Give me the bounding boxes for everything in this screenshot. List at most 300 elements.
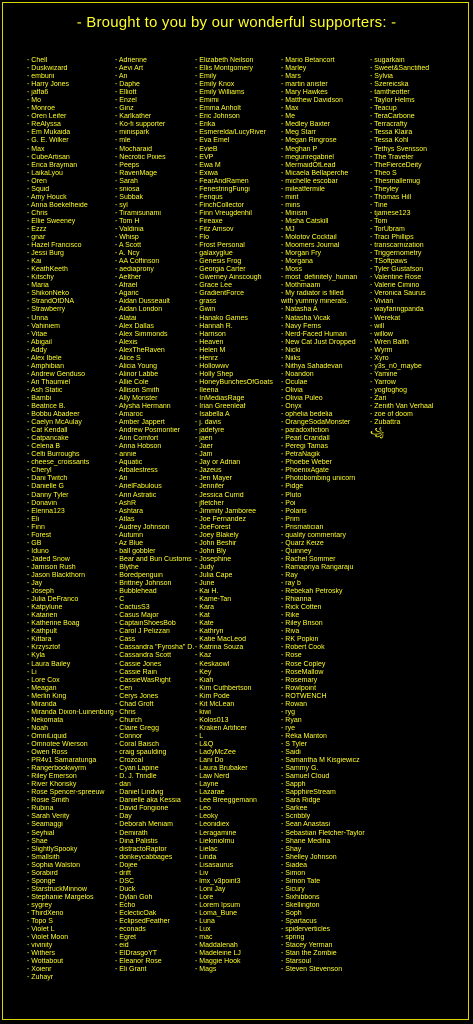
- supporter-name: - mac: [195, 934, 213, 942]
- supporter-name: - Pluto: [281, 491, 302, 499]
- supporter-name: - Necrotic Pixies: [115, 153, 166, 161]
- supporter-name: - EvieB: [195, 145, 218, 153]
- supporter-name: - Cyan Lapine: [115, 765, 159, 773]
- supporter-name: - Donavin: [27, 499, 57, 507]
- supporter-name: - Maria: [27, 282, 49, 290]
- supporter-name: - Echo: [115, 901, 136, 909]
- supporter-name: - Squid: [27, 185, 50, 193]
- supporter-name: - Jamison Rush: [27, 563, 76, 571]
- supporter-name: - StarstruckMinnow: [27, 885, 87, 893]
- supporter-name: - Rick Cotten: [281, 604, 322, 612]
- supporter-name: - OrangeSodaMonster: [281, 419, 351, 427]
- supporter-name: - Stacey Yerman: [281, 942, 333, 950]
- supporter-name: - Joey Blakely: [195, 531, 239, 539]
- supporter-name: - Leo: [195, 805, 211, 813]
- supporter-name: - sugarkain: [370, 57, 405, 64]
- supporter-name: - Matthew Davidson: [281, 97, 343, 105]
- supporter-name: - Cassandra Scott: [115, 652, 172, 660]
- supporter-name: - lmx_v3point3: [195, 877, 241, 885]
- supporter-name: - Onyx: [281, 403, 302, 411]
- supporter-name: - Megan Ringrose: [281, 137, 337, 145]
- supporter-name: - Katrina Souza: [195, 644, 244, 652]
- supporter-name: - CaptainShoesBob: [115, 620, 176, 628]
- supporter-name: - Law Nerd: [195, 773, 230, 781]
- supporter-name: - tamtheotter: [370, 89, 410, 97]
- supporter-name: - Adrienne: [115, 57, 147, 64]
- supporter-name: - Oculae: [281, 378, 308, 386]
- supporter-name: - Emimi: [195, 97, 219, 105]
- supporter-name: - Dojee: [115, 861, 138, 869]
- supporter-name: - Kathryn: [195, 628, 224, 636]
- supporter-name: - syl: [115, 201, 128, 209]
- supporter-name: - Danielle aka Kessia: [115, 797, 181, 805]
- supporter-name: - Key: [195, 668, 212, 676]
- supporter-name: - OmniLiquid: [27, 732, 67, 740]
- supporter-name: - Wyrm: [370, 346, 393, 354]
- supporter-name: - Afrael: [115, 282, 138, 290]
- supporter-name: - minispark: [115, 129, 150, 137]
- supporter-name: - Sarkee: [281, 805, 308, 813]
- supporter-name: - Shae: [27, 837, 48, 845]
- supporter-name: - Genesis Frog: [195, 258, 242, 266]
- supporter-name: - Jay or Adrian: [195, 459, 241, 467]
- supporter-name: - Topo S: [27, 918, 53, 926]
- supporter-name: - Violet L: [27, 926, 55, 934]
- supporter-name: - Nicki: [281, 346, 301, 354]
- supporter-name: - Celti Burroughs: [27, 451, 80, 459]
- supporter-name: - Sammy G.: [281, 765, 319, 773]
- supporter-name: - Julia DeFranco: [27, 596, 79, 604]
- supporter-name: - Yamine: [370, 370, 398, 378]
- supporter-name: - transcarnization: [370, 242, 424, 250]
- supporter-name: - L: [195, 732, 204, 740]
- supporter-name: - sniosa: [115, 185, 140, 193]
- supporter-name: - Zubattra: [370, 419, 401, 427]
- supporter-name: - Fitz Amsov: [195, 225, 234, 233]
- supporter-name: with yummy minerals.: [281, 298, 349, 306]
- supporter-name: - Ashtara: [115, 507, 144, 515]
- supporter-name: - Aevi Art: [115, 65, 144, 73]
- supporter-name: - Casus Major: [115, 612, 159, 620]
- supporter-name: - Alicia Young: [115, 362, 158, 370]
- supporter-name: - Shelley Johnson: [281, 853, 337, 861]
- supporter-name: - Photobombing unicorn: [281, 475, 356, 483]
- supporter-name: - Stan the Zombie: [281, 950, 337, 958]
- supporter-name: - Catpancake: [27, 435, 69, 443]
- supporter-name: - Quarz Keize: [281, 539, 324, 547]
- supporter-name: - zoe of doom: [370, 411, 413, 419]
- supporter-name: - Allie Cole: [115, 378, 149, 386]
- supporter-name: - Pidge: [281, 483, 304, 491]
- supporter-name: - Kim Cuthbertson: [195, 684, 252, 692]
- supporter-name: - EclecticOak: [115, 909, 157, 917]
- supporter-name: - Oren Leifer: [27, 113, 67, 121]
- supporter-name: - Navy Ferns: [281, 322, 322, 330]
- supporter-name: - ROTWENCH: [281, 692, 327, 700]
- supporter-name: - Noandon: [281, 370, 314, 378]
- supporter-name: - Rose Spencer-spreeuw: [27, 789, 105, 797]
- supporter-name: - Alexis: [115, 338, 138, 346]
- supporter-name: - Addy: [27, 346, 47, 354]
- supporter-name: - Ellie Sweeney: [27, 217, 76, 225]
- supporter-name: - ryg: [281, 708, 295, 716]
- supporter-name: - Jimmity Jamboree: [195, 507, 257, 515]
- supporter-name: - Oren: [27, 177, 47, 185]
- supporter-name: - A Scott: [115, 242, 142, 250]
- supporter-name: - Vivian: [370, 298, 394, 306]
- supporter-name: - Ezzz: [27, 225, 47, 233]
- supporter-name: - Ryan: [281, 716, 302, 724]
- supporter-name: - Aidan Dusseault: [115, 298, 170, 306]
- supporter-name: - Flo: [195, 234, 209, 242]
- supporter-name: - Thomas Hill: [370, 193, 412, 201]
- supporter-name: - KeathKeeth: [27, 266, 68, 274]
- supporters-column-5-list: [370, 57, 471, 427]
- supporter-name: - Starsoul: [281, 958, 311, 966]
- supporter-name: - Olivia: [281, 386, 303, 394]
- supporter-name: - Aelther: [115, 274, 142, 282]
- supporter-name: - Chell: [27, 57, 48, 64]
- supporter-name: - Minism: [281, 209, 308, 217]
- supporter-name: - Morgana: [281, 258, 313, 266]
- supporter-name: - Li: [27, 668, 37, 676]
- supporter-name: - Aquatic: [115, 459, 143, 467]
- supporter-name: - Ellis Montgomery: [195, 65, 253, 73]
- supporter-name: - Smallsith: [27, 853, 60, 861]
- supporter-name: - Krzysztof: [27, 644, 61, 652]
- supporter-name: - Peregi Tamas: [281, 443, 328, 451]
- supporter-name: - Tiramisunami: [115, 209, 161, 217]
- supporter-name: - Ko-fi supporter: [115, 121, 166, 129]
- supporter-name: - Bambi: [27, 394, 52, 402]
- supporter-name: - Mars: [281, 73, 301, 81]
- supporter-name: - Gwerney Ainscough: [195, 274, 262, 282]
- supporter-name: - Sarah: [115, 177, 138, 185]
- supporter-name: - Alatai: [115, 314, 137, 322]
- supporter-name: - Rosie Smith: [27, 797, 70, 805]
- supporter-name: - Dylan Goh: [115, 893, 153, 901]
- supporter-name: - Misha Catskill: [281, 217, 329, 225]
- supporter-name: - Medley Baxter: [281, 121, 331, 129]
- supporter-name: - DSC: [115, 877, 135, 885]
- supporter-name: - Katherine Boag: [27, 620, 80, 628]
- supporter-name: - My radiator is filled: [281, 290, 344, 298]
- supporter-name: - michelle escobar: [281, 177, 338, 185]
- supporter-name: - mint: [281, 193, 299, 201]
- supporter-name: - Madeleine LJ: [195, 950, 241, 958]
- supporter-name: - Tethys Svensson: [370, 145, 428, 153]
- supporter-name: - Sean Anastasi: [281, 821, 331, 829]
- supporter-name: - Liekiniolmu: [195, 837, 235, 845]
- supporters-column-2: [115, 57, 196, 1019]
- supporter-name: - Linda: [195, 853, 217, 861]
- supporter-name: - Helen M: [195, 346, 226, 354]
- supporter-name: - Monroe: [27, 105, 56, 113]
- supporter-name: - Iduno: [27, 547, 49, 555]
- supporter-name: - Karlkather: [115, 113, 152, 121]
- supporter-name: - Emily: [195, 73, 217, 81]
- supporter-name: - Az Blue: [115, 539, 144, 547]
- supporter-name: - ThirdXeno: [27, 909, 64, 917]
- supporter-name: - Kai: [27, 258, 42, 266]
- supporters-column-1: [27, 57, 116, 1019]
- supporter-name: - Elenna123: [27, 507, 65, 515]
- supporter-name: - Jennifer: [195, 483, 225, 491]
- supporter-name: - Joseph: [27, 588, 54, 596]
- supporter-name: - Sixhibbons: [281, 893, 320, 901]
- supporter-name: - Leoky: [195, 813, 218, 821]
- supporter-name: - Frost Personal: [195, 242, 245, 250]
- supporter-name: - Kittara: [27, 636, 52, 644]
- supporter-name: - Lazarae: [195, 789, 225, 797]
- supporter-name: - Jason Blackthorn: [27, 572, 85, 579]
- supporter-name: - Kaz: [195, 652, 212, 660]
- supporter-name: - Whisp: [115, 234, 139, 242]
- supporter-name: - Cassie Rain: [115, 668, 158, 676]
- supporter-name: - Skellington: [281, 901, 320, 909]
- supporter-name: - ReAlyssa: [27, 121, 61, 129]
- supporter-name: - Heaven: [195, 338, 224, 346]
- supporter-name: - Rose Copley: [281, 660, 326, 668]
- supporter-name: - Daniel Lindvig: [115, 789, 164, 797]
- supporter-name: - rye: [281, 724, 295, 732]
- supporter-name: - Boredpenguin: [115, 572, 163, 579]
- supporter-name: - ball gobbler: [115, 547, 156, 555]
- supporter-name: - Miranda: [27, 700, 57, 708]
- supporter-name: - mins: [281, 201, 301, 209]
- supporter-name: - Loni Jay: [195, 885, 226, 893]
- supporter-name: - Kara: [195, 604, 215, 612]
- supporter-name: - meguriregabriel: [281, 153, 334, 161]
- supporter-name: - Owen Ross: [27, 749, 68, 757]
- supporter-name: - Jaded Snow: [27, 555, 70, 563]
- supporter-name: - ray b: [281, 580, 301, 588]
- supporter-name: - Tine: [370, 201, 388, 209]
- supporter-name: - Wren Balth: [370, 338, 409, 346]
- supporter-name: - TeraCarbone: [370, 113, 415, 121]
- supporter-name: - distractoRaptor: [115, 845, 167, 853]
- supporter-name: - Szereicska: [370, 81, 409, 89]
- supporter-name: - Seamaggi: [27, 821, 63, 829]
- supporter-name: - wayfaringpanda: [370, 306, 424, 314]
- supporter-name: - Niiks: [281, 354, 301, 362]
- supporter-name: - Zari: [370, 394, 387, 402]
- supporter-name: - Abigail: [27, 338, 52, 346]
- supporter-name: - River Khorisky: [27, 781, 77, 789]
- supporter-name: - Fenqus: [195, 193, 223, 201]
- supporter-name: - Spartacus: [281, 918, 317, 926]
- supporter-name: - Wottabout: [27, 958, 64, 966]
- supporter-name: - gnar: [27, 234, 46, 242]
- supporter-name: - AA Coffinson: [115, 258, 160, 266]
- supporter-name: - D. J. Trindle: [115, 773, 157, 781]
- supporter-name: - TheFierceDeity: [370, 161, 422, 169]
- supporter-name: - Bear and Bun Customs: [115, 555, 192, 563]
- supporter-name: - Day: [115, 813, 132, 821]
- supporter-name: - Danny Tyler: [27, 491, 69, 499]
- supporter-name: - Nerd-Faced Human: [281, 330, 347, 338]
- supporter-name: - Vitae: [27, 330, 48, 338]
- supporter-name: - donkeycabbages: [115, 853, 173, 861]
- supporter-name: - Joe Fernandez: [195, 515, 246, 523]
- supporter-name: - Laura Brubaker: [195, 765, 248, 773]
- supporters-column-3: [195, 57, 279, 1019]
- supporter-name: - annie: [115, 451, 137, 459]
- supporter-name: - Molotov Cocktail: [281, 234, 337, 242]
- supporter-name: - Cassie Jones: [115, 660, 162, 668]
- supporter-name: - CassieWasRight: [115, 676, 171, 684]
- supporter-name: - Max: [281, 105, 299, 113]
- supporter-name: - Sponge: [27, 877, 56, 885]
- supporter-name: - Me: [281, 113, 295, 121]
- supporter-name: - AlexTheRaven: [115, 346, 165, 354]
- supporter-name: - ShikonNeko: [27, 290, 70, 298]
- supporter-name: - Ari Thaumiel: [27, 378, 71, 386]
- supporter-name: - Soph: [281, 909, 302, 917]
- supporter-name: - Simon Tate: [281, 877, 321, 885]
- supporter-name: - Alysha Hermann: [115, 403, 171, 411]
- supporter-name: - Cheryl: [27, 467, 52, 475]
- supporter-name: - Kate: [195, 620, 214, 628]
- supporter-name: - Ileena: [195, 386, 219, 394]
- supporter-name: - Polaris: [281, 507, 307, 515]
- supporter-name: - Tessa Klaira: [370, 129, 413, 137]
- supporter-name: - June: [195, 580, 215, 588]
- supporter-name: - Kathpult: [27, 628, 57, 636]
- supporter-name: - Cen: [115, 684, 133, 692]
- supporter-name: - SapphireStream: [281, 789, 336, 797]
- supporter-name: - Rebekah Petrosky: [281, 588, 343, 596]
- page-title: - Brought to you by our wonderful supporters: -: [76, 14, 397, 31]
- supporter-name: - Meagan: [27, 684, 57, 692]
- supporter-name: - SlightlySpooky: [27, 845, 78, 853]
- supporter-name: - Atlas: [115, 515, 135, 523]
- supporter-name: - Chad Groft: [115, 700, 154, 708]
- supporter-name: - Duskwizard: [27, 65, 68, 73]
- supporter-name: - L&Q: [195, 740, 214, 748]
- supporter-name: - Katarien: [27, 612, 58, 620]
- supporter-name: - Marley: [281, 65, 307, 73]
- supporter-name: - ArielFabulous: [115, 483, 162, 491]
- supporter-name: - Maddalenah: [195, 942, 238, 950]
- supporter-name: - PR4v1 Samaratunga: [27, 757, 97, 765]
- supporter-name: - ElDrasgoYT: [115, 950, 158, 958]
- supporter-name: - MermaidOfLead: [281, 161, 336, 169]
- supporter-name: - Allison Smith: [115, 386, 160, 394]
- supporter-name: - Layne: [195, 781, 219, 789]
- supporter-name: - Bubblehead: [115, 588, 157, 596]
- supporter-name: - Xyro: [370, 354, 389, 362]
- supporter-name: - Noah: [27, 724, 49, 732]
- supporter-name: - Crozcal: [115, 757, 144, 765]
- supporter-name: - Ramapriya Rangaraju: [281, 563, 354, 571]
- supporter-name: - Esmerelda/LucyRiver: [195, 129, 266, 137]
- supporter-name: - Kim Pode: [195, 692, 230, 700]
- supporter-name: - grass: [195, 298, 217, 306]
- supporter-name: - Demirath: [115, 829, 148, 837]
- supporter-name: - C: [115, 596, 125, 604]
- supporter-name: - Andrew Posmontier: [115, 427, 180, 435]
- supporter-name: - Anna Boekelheide: [27, 201, 88, 209]
- supporter-name: - Eva Emel: [195, 137, 230, 145]
- supporter-name: - Katpylune: [27, 604, 63, 612]
- supporter-name: - tjamese123: [370, 209, 411, 217]
- supporter-name: - emburii: [27, 73, 55, 81]
- supporter-name: - John Bly: [195, 547, 227, 555]
- supporter-name: - Eli Grant: [115, 966, 147, 974]
- supporter-name: - Jessi Burg: [27, 250, 64, 258]
- supporter-name: - Meghan P: [281, 145, 318, 153]
- supporter-name: - GB: [27, 539, 42, 547]
- supporter-name: - Meg Starr: [281, 129, 317, 137]
- supporter-name: - Peeps: [115, 161, 140, 169]
- supporter-name: - Beatrice B.: [27, 403, 66, 411]
- supporter-name: - Elliott: [115, 89, 137, 97]
- supporter-name: - Phoebe Weber: [281, 459, 332, 467]
- supporter-name: - Quinney: [281, 547, 312, 555]
- supporter-name: - Duck: [115, 885, 136, 893]
- supporter-name: - EVP: [195, 153, 214, 161]
- supporter-name: - Cerys Jones: [115, 692, 159, 700]
- supporter-name: - Shane Medina: [281, 837, 331, 845]
- supporter-name: - craig spaulding: [115, 749, 167, 757]
- supporter-name: - Withers: [27, 950, 55, 958]
- supporter-name: - Lee Breeggemann: [195, 797, 257, 805]
- supporter-name: - Yarrow: [370, 378, 396, 386]
- supporter-name: - Coral Baisch: [115, 740, 159, 748]
- supporter-name: - sygrey: [27, 901, 52, 909]
- supporter-name: - Kiah: [195, 676, 214, 684]
- supporter-name: - Jam: [195, 451, 213, 459]
- supporter-name: - Prismatician: [281, 523, 324, 531]
- supporter-name: - Amphibian: [27, 362, 64, 370]
- supporter-name: - willow: [370, 330, 393, 338]
- supporter-name: - RK Popkin: [281, 636, 319, 644]
- supporter-name: - RoseMallow: [281, 668, 324, 676]
- supporter-name: - Arbalestress: [115, 467, 158, 475]
- supporter-name: - Miranda Dixon-Luinenburg: [27, 708, 114, 716]
- supporter-name: - Erica Brayman: [27, 161, 78, 169]
- supporter-name: - Julia Cape: [195, 572, 233, 579]
- supporter-name: - Deborah Meniam: [115, 821, 173, 829]
- supporter-name: - Rachel Sommer: [281, 555, 336, 563]
- supporter-name: - Amy Houck: [27, 193, 67, 201]
- supporter-name: - Blythe: [115, 563, 139, 571]
- supporter-name: - Fireaxe: [195, 217, 223, 225]
- supporter-name: - Ally Monster: [115, 394, 158, 402]
- supporter-name: - Alex Ibele: [27, 354, 62, 362]
- supporter-name: - Kyla: [27, 652, 45, 660]
- supporter-name: - Ari: [115, 475, 128, 483]
- supporter-name: - Merlin King: [27, 692, 67, 700]
- supporter-name: - Katie MacLeod: [195, 636, 246, 644]
- supporter-name: - Triggernometry: [370, 250, 422, 258]
- supporter-name: - jadefyre: [195, 427, 225, 435]
- supporter-name: - MJ: [281, 225, 295, 233]
- supporter-name: - Sebastian Fletcher-Taylor: [281, 829, 365, 837]
- supporter-name: - Lorem Ipsum: [195, 901, 241, 909]
- supporter-name: - Sara Ridge: [281, 797, 321, 805]
- supporter-name: - Anna Hobson: [115, 443, 162, 451]
- supporter-name: - S Tyler: [281, 740, 307, 748]
- supporter-name: - Holly Shep: [195, 370, 234, 378]
- supporter-name: - Sylvia: [370, 73, 393, 81]
- supporter-name: - Moss: [281, 266, 302, 274]
- supporter-name: - Grace Lee: [195, 282, 232, 290]
- supporter-name: - Josephine: [195, 555, 232, 563]
- supporter-name: - Emily Knox: [195, 81, 235, 89]
- supporter-name: - Seyhial: [27, 829, 55, 837]
